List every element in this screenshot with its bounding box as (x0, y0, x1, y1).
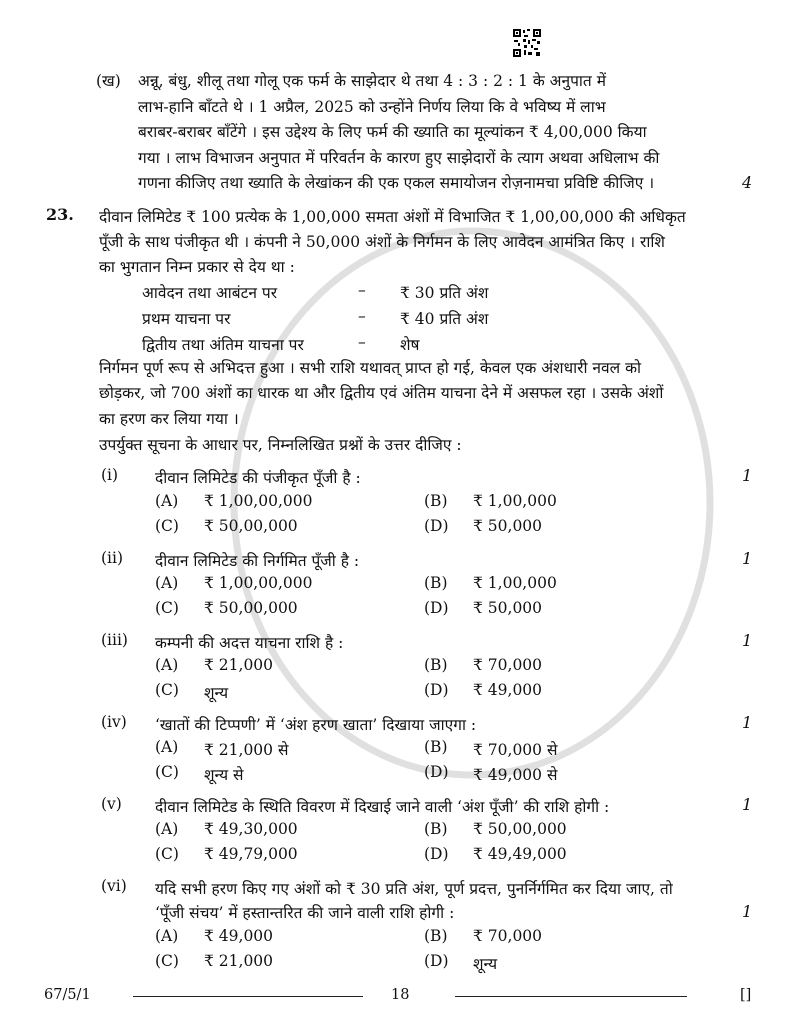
subq-number: (ii) (101, 549, 124, 567)
option-label: (C) (155, 681, 179, 699)
option-label: (C) (155, 599, 179, 617)
option-label: (D) (424, 952, 449, 970)
option-value: ₹ 70,000 से (473, 741, 558, 759)
footer-bracket: [] (740, 987, 752, 1003)
option-value: ₹ 49,000 से (473, 766, 558, 784)
option-label: (C) (155, 845, 179, 863)
option-value: ₹ 70,000 (473, 927, 543, 945)
q22b-line-4: गया । लाभ विभाजन अनुपात में परिवर्तन के कारण हुए साझेदारों के त्याग अथवा अधिलाभ की (138, 149, 660, 167)
option-label: (B) (424, 656, 448, 674)
q23-intro-3: का भुगतान निम्न प्रकार से देय था : (99, 258, 295, 276)
payment-amount: ₹ 40 प्रति अंश (400, 310, 489, 328)
option-value: शून्य (473, 955, 498, 973)
option-value: ₹ 49,30,000 (204, 820, 298, 838)
q23-intro-2: पूँजी के साथ पंजीकृत थी । कंपनी ने 50,000 अंशों के निर्गमन के लिए आवेदन आमंत्रित किए । राशि (99, 233, 665, 251)
subq-text-continued: ‘पूँजी संचय’ में हस्तान्तरित की जाने वाली राशि होगी : (155, 904, 455, 922)
payment-amount: शेष (400, 336, 420, 354)
option-label: (A) (155, 820, 179, 838)
q22b-marks: 4 (742, 173, 753, 192)
option-value: ₹ 49,000 (204, 927, 274, 945)
subq-text: दीवान लिमिटेड की पंजीकृत पूँजी है : (155, 469, 361, 487)
option-label: (A) (155, 656, 179, 674)
subq-text: यदि सभी हरण किए गए अंशों को ₹ 30 प्रति अंश, पूर्ण प्रदत्त, पुनर्निर्गमित कर दिया जाए, तो (155, 880, 673, 898)
subq-marks: 1 (742, 713, 753, 732)
subq-marks: 1 (742, 549, 753, 568)
option-value: ₹ 49,49,000 (473, 845, 567, 863)
option-value: ₹ 50,000 (473, 517, 543, 535)
footer-divider-left (133, 996, 363, 997)
option-label: (A) (155, 927, 179, 945)
subq-marks: 1 (742, 631, 753, 650)
option-value: ₹ 1,00,00,000 (204, 574, 313, 592)
footer-divider-right (455, 996, 687, 997)
option-value: ₹ 70,000 (473, 656, 543, 674)
option-label: (D) (424, 845, 449, 863)
option-value: ₹ 1,00,000 (473, 574, 557, 592)
option-value: ₹ 50,000 (473, 599, 543, 617)
option-label: (C) (155, 763, 179, 781)
q22b-line-3: बराबर-बराबर बाँटेंगे । इस उद्देश्य के लिए फर्म की ख्याति का मूल्यांकन ₹ 4,00,000 किया (138, 123, 647, 141)
q23-body-1: निर्गमन पूर्ण रूप से अभिदत्त हुआ । सभी राशि यथावत् प्राप्त हो गई, केवल एक अंशधारी नवल को (99, 359, 642, 377)
q23-body-3: का हरण कर लिया गया । (99, 410, 239, 428)
option-label: (D) (424, 517, 449, 535)
payment-dash: – (358, 281, 366, 299)
option-label: (B) (424, 492, 448, 510)
option-label: (D) (424, 763, 449, 781)
option-label: (C) (155, 952, 179, 970)
subq-text: कम्पनी की अदत्त याचना राशि है : (155, 634, 344, 652)
option-value: ₹ 21,000 (204, 952, 274, 970)
option-label: (B) (424, 927, 448, 945)
subq-text: दीवान लिमिटेड के स्थिति विवरण में दिखाई जाने वाली ‘अंश पूँजी’ की राशि होगी : (155, 798, 610, 816)
subq-number: (iii) (101, 631, 128, 649)
payment-dash: – (358, 307, 366, 325)
option-label: (A) (155, 738, 179, 756)
subq-text: ‘खातों की टिप्पणी’ में ‘अंश हरण खाता’ दिखाया जाएगा : (155, 716, 477, 734)
payment-dash: – (358, 333, 366, 351)
subq-marks: 1 (742, 902, 753, 921)
payment-stage: द्वितीय तथा अंतिम याचना पर (142, 336, 304, 354)
subq-number: (i) (101, 466, 119, 484)
subq-number: (vi) (101, 877, 127, 895)
subq-marks: 1 (742, 795, 753, 814)
option-label: (B) (424, 574, 448, 592)
q22b-line-2: लाभ-हानि बाँटते थे । 1 अप्रैल, 2025 को उन्होंने निर्णय लिया कि वे भविष्य में लाभ (138, 98, 606, 116)
option-value: ₹ 21,000 (204, 656, 274, 674)
subq-marks: 1 (742, 466, 753, 485)
option-value: ₹ 50,00,000 (473, 820, 567, 838)
qr-code-image (512, 28, 542, 58)
option-value: ₹ 49,79,000 (204, 845, 298, 863)
subq-number: (v) (101, 795, 122, 813)
option-value: शून्य से (204, 766, 244, 784)
option-label: (D) (424, 599, 449, 617)
option-value: शून्य (204, 684, 229, 702)
payment-stage: प्रथम याचना पर (142, 310, 231, 328)
q23-instruction: उपर्युक्त सूचना के आधार पर, निम्नलिखित प्रश्नों के उत्तर दीजिए : (99, 436, 462, 454)
q22b-line-1: अन्नू, बंधु, शीलू तथा गोलू एक फर्म के साझेदार थे तथा 4 : 3 : 2 : 1 के अनुपात में (138, 72, 606, 90)
subq-number: (iv) (101, 713, 127, 731)
option-value: ₹ 49,000 (473, 681, 543, 699)
option-value: ₹ 1,00,00,000 (204, 492, 313, 510)
q23-number: 23. (46, 205, 74, 224)
q23-body-2: छोड़कर, जो 700 अंशों का धारक था और द्वितीय एवं अंतिम याचना देने में असफल रहा । उसके अंशों (99, 384, 664, 402)
option-label: (C) (155, 517, 179, 535)
subq-text: दीवान लिमिटेड की निर्गमित पूँजी है : (155, 552, 360, 570)
option-label: (B) (424, 738, 448, 756)
option-label: (A) (155, 492, 179, 510)
option-label: (A) (155, 574, 179, 592)
option-label: (B) (424, 820, 448, 838)
paper-code: 67/5/1 (44, 987, 91, 1003)
q22b-label: (ख) (96, 72, 121, 90)
q22b-line-5: गणना कीजिए तथा ख्याति के लेखांकन की एक एकल समायोजन रोज़नामचा प्रविष्टि कीजिए । (138, 174, 655, 192)
option-value: ₹ 1,00,000 (473, 492, 557, 510)
option-label: (D) (424, 681, 449, 699)
option-value: ₹ 21,000 से (204, 741, 289, 759)
payment-stage: आवेदन तथा आबंटन पर (142, 284, 278, 302)
q23-intro-1: दीवान लिमिटेड ₹ 100 प्रत्येक के 1,00,000 समता अंशों में विभाजित ₹ 1,00,00,000 की अधिकृत (99, 208, 686, 226)
page-number: 18 (391, 987, 410, 1003)
option-value: ₹ 50,00,000 (204, 599, 298, 617)
payment-amount: ₹ 30 प्रति अंश (400, 284, 489, 302)
option-value: ₹ 50,00,000 (204, 517, 298, 535)
